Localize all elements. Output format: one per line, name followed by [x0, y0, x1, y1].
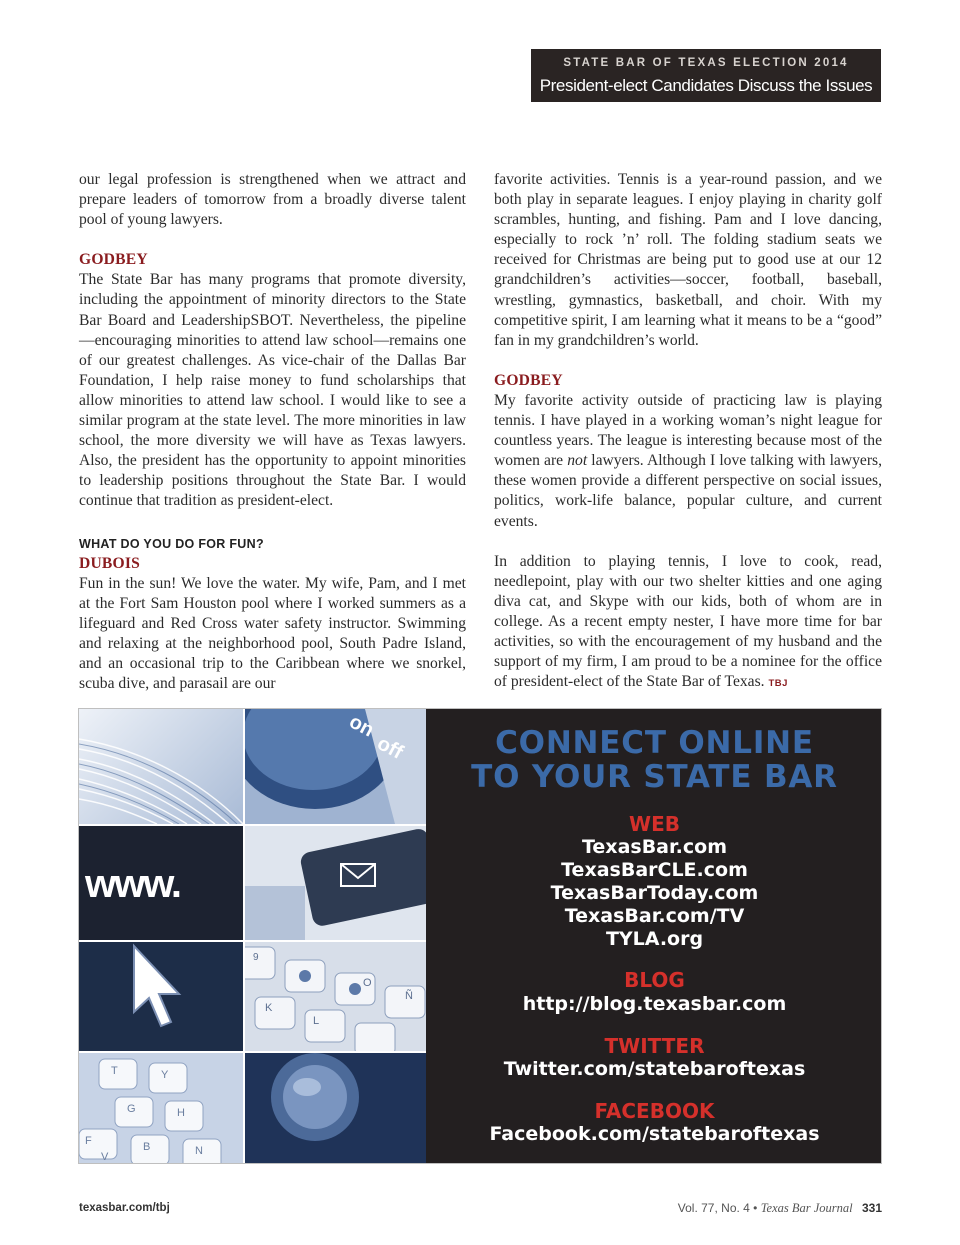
ad-headline: TO YOUR STATE BAR — [471, 759, 838, 795]
question-heading: WHAT DO YOU DO FOR FUN? — [79, 536, 264, 551]
switch-on-label: on — [345, 710, 378, 742]
arrow-cursor-icon — [134, 946, 179, 1026]
www-text: www. — [85, 862, 180, 906]
email-key-image — [245, 826, 426, 940]
web-label: WEB — [629, 812, 680, 836]
twitter-link[interactable]: Twitter.com/statebaroftexas — [503, 1058, 806, 1080]
speaker-heading: GODBEY — [79, 251, 148, 269]
paragraph: The State Bar has many programs that promote diversity, including the appointment of minority directors to the State Bar Board and LeadershipSBOT. Nevertheless, the pipeline—encouraging minorities to attend law school—remains one of our greatest challenges. As vice-chair of the Dallas Bar Foundation, I help raise money to fund scholarships that allow minorities to attend law school. I would like to see a similar program at the state level. The more minorities in law school, the more diversity we will have as Texas lawyers. Also, the president has the opportunity to appoint minorities to leadership positions throughout the State Bar. I would continue that tradition as president-elect. — [79, 271, 466, 510]
paragraph: our legal profession is strengthened when we attract and prepare leaders of tomorrow from a broadly diverse talent pool of young lawyers. — [79, 171, 466, 229]
web-link[interactable]: TexasBar.com — [581, 836, 727, 858]
ad-headline: CONNECT ONLINE — [495, 725, 814, 761]
paragraph — [494, 552, 882, 695]
key-letter: L — [313, 1015, 320, 1027]
text-run: lawyers. Although I love talking with lawyers, these women provide a different perspective on social issues, politics, work-life balance, popular culture, and current events. — [494, 452, 882, 530]
paragraph: Fun in the sun! We love the water. My wife, Pam, and I met at the Fort Sam Houston pool where I worked summers as a lifeguard and Red Cross water safety instructor. Swimming and relaxing at the neighborhood pool, South Padre Island, and an occasional trip to the Caribbean where we snorkel, scuba dive, and parasail are our — [79, 574, 466, 693]
article-column-left — [79, 170, 466, 694]
keyboard-graphic — [245, 942, 426, 1051]
web-link[interactable]: TexasBarCLE.com — [561, 859, 748, 881]
section-subtitle: President-elect Candidates Discuss the Issues — [539, 76, 873, 95]
key-letter: Y — [161, 1069, 169, 1081]
emphasis: not — [567, 452, 588, 470]
key-letter: K — [265, 1002, 273, 1014]
key-letter: O — [363, 977, 372, 989]
key-letter: B — [143, 1141, 151, 1153]
ad-photo-collage — [79, 709, 426, 1164]
text-run: In addition to playing tennis, I love to cook, read, needlepoint, play with our two shelter kitties and one aging diva cat, and Skype with our kids, both of whom are in college. As a recent empty nester, I have more time for bar activities, so with the encouragement of my husband and the support of my firm, I am proud to be a nominee for the office of president-elect of the State Bar of Texas. — [494, 552, 882, 691]
speaker-heading: DUBOIS — [79, 554, 140, 572]
paragraph: favorite activities. Tennis is a year-round passion, and we both play in separate leagues. I enjoy playing in charity golf scrambles, hunting, and fishing. Pam and I love dancing, especially to rock ’n’ roll. The folding stadium seats we received for Christmas are being put to good use at our 12 grandchildren’s activities—soccer, football, baseball, wrestling, gymnastics, basketball, and choir. With my competitive spirit, I am learning what it means to be a “good” fan in my grandchildren’s world. — [494, 171, 882, 349]
key-letter: G — [127, 1103, 136, 1115]
key-letter: T — [111, 1065, 118, 1077]
web-link[interactable]: TexasBar.com/TV — [564, 905, 745, 927]
key-letter: F — [85, 1135, 92, 1147]
key-letter: N — [195, 1145, 203, 1157]
web-link[interactable]: TexasBarToday.com — [550, 882, 759, 904]
wave-lines-image — [79, 709, 243, 824]
key-letter: V — [101, 1151, 109, 1163]
keyboard-image — [245, 942, 426, 1051]
wave-lines-graphic — [79, 709, 243, 824]
switch-graphic — [245, 709, 426, 824]
connect-online-ad — [78, 708, 882, 1164]
end-mark: TBJ — [768, 678, 788, 690]
speaker-heading: GODBEY — [494, 371, 563, 389]
key-letter: Ñ — [405, 990, 413, 1002]
switch-image — [245, 709, 426, 824]
email-key-graphic — [245, 826, 426, 940]
section-banner — [531, 49, 881, 102]
facebook-label: FACEBOOK — [594, 1099, 715, 1123]
blog-link[interactable]: http://blog.texasbar.com — [522, 993, 787, 1015]
facebook-link[interactable]: Facebook.com/statebaroftexas — [489, 1123, 820, 1145]
cursor-image — [79, 942, 243, 1051]
text-run: My favorite activity outside of practicing law is playing tennis. I have played in a working woman’s night league for countless years. The league is interesting because most of the women are — [494, 391, 882, 470]
section-title: STATE BAR OF TEXAS ELECTION 2014 — [563, 57, 849, 69]
footer-volume: Vol. 77, No. 4 • — [677, 1201, 758, 1215]
cursor-graphic — [79, 942, 243, 1051]
round-button-image — [245, 1053, 426, 1164]
footer-site-link[interactable]: texasbar.com/tbj — [79, 1202, 170, 1214]
page-number: 331 — [861, 1201, 882, 1215]
www-image — [79, 826, 243, 940]
switch-off-label: off — [373, 732, 407, 764]
web-link[interactable]: TYLA.org — [605, 928, 704, 950]
blog-label: BLOG — [624, 968, 685, 992]
twitter-label: TWITTER — [604, 1034, 705, 1058]
footer-folio — [678, 1201, 882, 1216]
round-button-graphic — [245, 1053, 426, 1164]
footer-journal: Texas Bar Journal — [760, 1201, 853, 1215]
key-letter: 9 — [253, 952, 259, 963]
ad-text-panel — [426, 709, 882, 1164]
paragraph — [494, 391, 882, 532]
key-letter: H — [177, 1107, 185, 1119]
letter-keys-image — [79, 1053, 243, 1164]
article-column-right — [494, 170, 882, 694]
